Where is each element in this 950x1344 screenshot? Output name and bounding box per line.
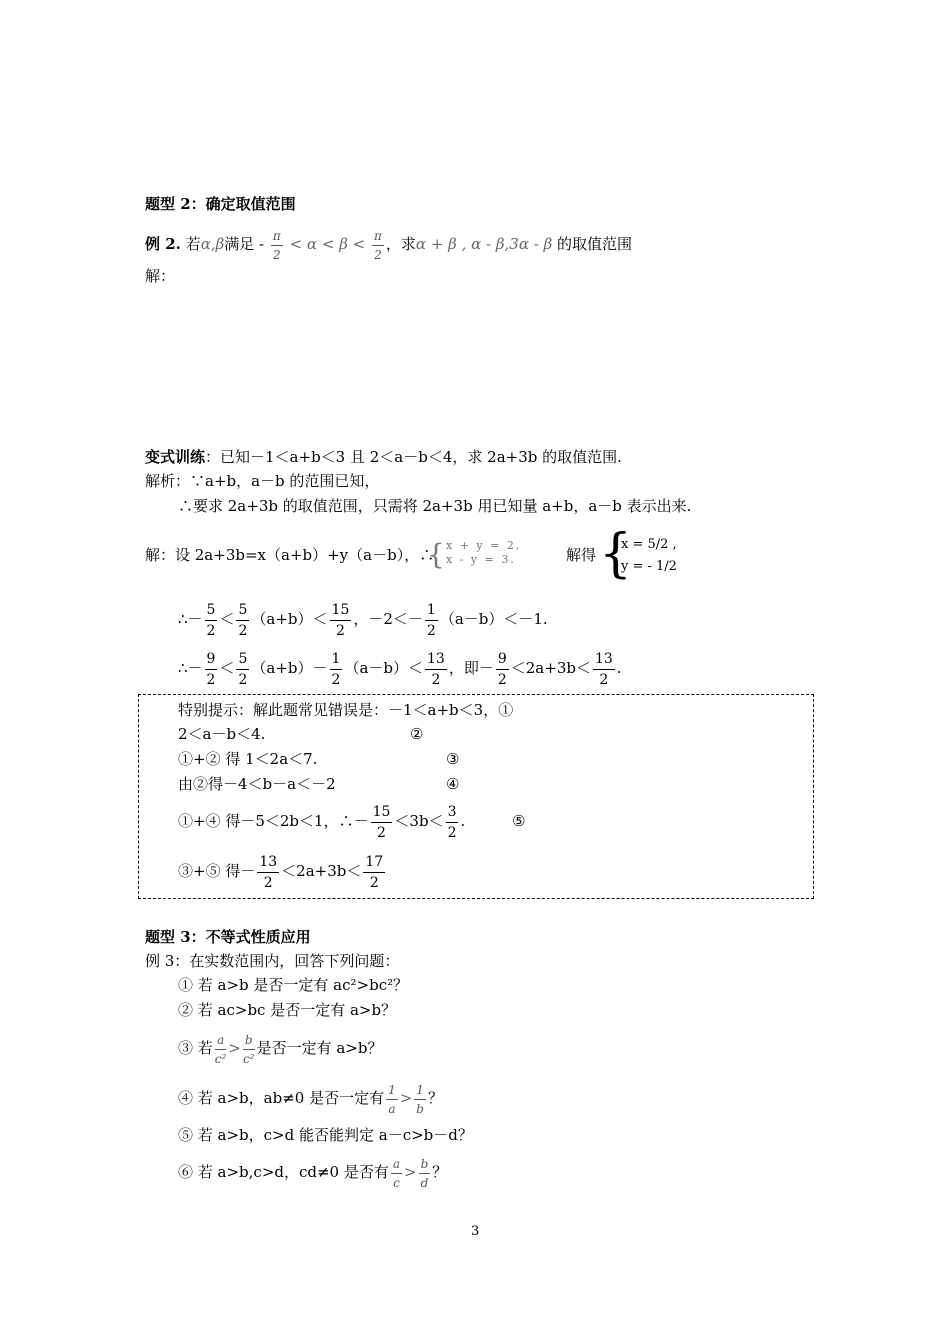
frac-17-2: $\frac{17}{2}$ (365, 853, 384, 891)
system1-line-1: x + y = 2, (446, 539, 522, 552)
example-2 (145, 222, 632, 266)
question-6: ⑥ 若 a>b,c>d，cd≠0 是否有 $\frac{a}{c}$ > $\frac{b}{d}$ ？ (178, 1156, 448, 1190)
frac-5-2: $\frac{5}{2}$ (238, 601, 248, 639)
hint-marker-2: ② (410, 725, 424, 743)
hint-marker-5: ⑤ (512, 812, 526, 830)
lt-2: < (321, 235, 335, 253)
example-label: 例 2. (145, 235, 181, 253)
pi-over-2-fraction: $\frac{\pi}{2}$ (272, 228, 281, 262)
example-3-intro: 例 3：在实数范围内，回答下列问题： (145, 952, 400, 970)
frac-13-2: $\frac{13}{2}$ (259, 853, 278, 891)
hint-line-5: ①+④ 得－5＜2b＜1，∴－ $\frac{15}{2}$ ＜3b＜ $\frac{3}{2}$ . (178, 803, 466, 841)
question-5: ⑤ 若 a>b，c>d 能否能判定 a－c>b－d？ (178, 1126, 473, 1144)
hint-line-2: 2＜a－b＜4. (178, 725, 266, 743)
variant-line (145, 447, 622, 467)
section-title-2: 题型 2：确定取值范围 (145, 195, 296, 213)
frac-15-2: $\frac{15}{2}$ (331, 601, 350, 639)
pi-over-2-fraction-right: $\frac{\pi}{2}$ (374, 228, 382, 262)
example-end: ，求 (385, 235, 416, 253)
hint-line-3: ①+② 得 1＜2a＜7. (178, 750, 318, 768)
question-1: ① 若 a>b 是否一定有 ac²>bc²？ (178, 976, 409, 994)
lt-1: < (289, 235, 303, 253)
page-number: 3 (471, 1224, 480, 1239)
lt-3: < (352, 235, 366, 253)
system1 (446, 539, 521, 567)
question-3: ③ 若 $\frac{a}{\text{c²}}$ > $\frac{b}{\text{c²}}$ 是否一定有 a>b？ (178, 1032, 383, 1066)
hint-line-1: 特别提示：解此题常见错误是：－1＜a+b＜3，① (178, 701, 514, 719)
example-tail: 的取值范围 (557, 235, 633, 253)
frac-5-2: $\frac{5}{2}$ (206, 601, 216, 639)
frac-1-a: $\frac{1}{a}$ (388, 1082, 396, 1116)
question-2: ② 若 ac>bc 是否一定有 a>b？ (178, 1001, 397, 1019)
system2-line-2: y = - 1/2 (621, 559, 677, 574)
frac-1-b: $\frac{1}{b}$ (416, 1082, 424, 1116)
system2-line-1: x = 5/2 , (621, 537, 677, 552)
hint-line-6: ③+⑤ 得－ $\frac{13}{2}$ ＜2a+3b＜ $\frac{17}{2}$ (178, 853, 384, 891)
hint-marker-3: ③ (446, 750, 460, 768)
frac-13-2: $\frac{13}{2}$ (427, 650, 445, 688)
frac-a-c: $\frac{a}{c}$ (392, 1156, 401, 1190)
analysis-line-2: ∴要求 2a+3b 的取值范围，只需将 2a+3b 用已知量 a+b，a－b 表示出来. (178, 497, 692, 515)
frac-a-c2: $\frac{a}{\text{c²}}$ (214, 1032, 227, 1066)
alpha: α (306, 235, 318, 253)
variant-label: 变式训练 (145, 448, 206, 466)
frac-1-2: $\frac{1}{2}$ (331, 650, 341, 688)
frac-9-2: $\frac{9}{2}$ (206, 650, 216, 688)
solution-label: 解： (145, 267, 176, 285)
frac-15-2: $\frac{15}{2}$ (372, 803, 391, 841)
derivation-line-1: ∴－ $\frac{5}{2}$ ＜ $\frac{5}{2}$ （a+b）＜ $\frac{15}{2}$ ，－2＜－ $\frac{1}{2}$ （a－b）＜－1. (178, 601, 548, 639)
beta: β (339, 235, 348, 253)
solve-text: 解得 (566, 546, 597, 564)
derivation-line-2: ∴－ $\frac{9}{2}$ ＜ $\frac{5}{2}$ （a+b）－ $\frac{1}{2}$ （a－b）＜ $\frac{13}{2}$ ，即－ $\frac{9}{2}$ ＜2a+3b＜ $\frac{13}{2}$ . (178, 650, 622, 688)
analysis-line-1: 解析：∵a+b，a－b 的范围已知， (145, 472, 380, 490)
frac-3-2: $\frac{3}{2}$ (447, 803, 457, 841)
greek-ab: α,β (200, 235, 225, 253)
question-4: ④ 若 a>b，ab≠0 是否一定有 $\frac{1}{a}$ > $\frac{1}{b}$ ？ (178, 1082, 443, 1116)
variant-text: ：已知－1＜a+b＜3 且 2＜a－b＜4，求 2a+3b 的取值范围. (205, 448, 622, 466)
hint-marker-4: ④ (446, 775, 460, 793)
frac-5-2: $\frac{5}{2}$ (238, 650, 248, 688)
frac-13-2: $\frac{13}{2}$ (594, 650, 613, 688)
system1-brace: { (427, 538, 445, 571)
hint-line-4: 由②得－4＜b－a＜－2 (178, 775, 336, 793)
system2-brace: { (599, 524, 633, 584)
example-mid: 满足 - (224, 235, 265, 253)
frac-9-2: $\frac{9}{2}$ (497, 650, 507, 688)
solution-setup: 解：设 2a+3b=x（a+b）+y（a－b），∴ (145, 546, 435, 564)
example-pre: 若 (185, 235, 201, 253)
section-title-3: 题型 3：不等式性质应用 (145, 928, 311, 946)
system1-line-2: x - y = 3. (446, 553, 516, 566)
frac-b-d: $\frac{b}{d}$ (420, 1156, 429, 1190)
system2 (621, 534, 677, 578)
targets: α + β , α - β,3α - β (415, 235, 553, 253)
frac-1-2: $\frac{1}{2}$ (426, 601, 436, 639)
frac-b-c2: $\frac{b}{\text{c²}}$ (242, 1032, 255, 1066)
